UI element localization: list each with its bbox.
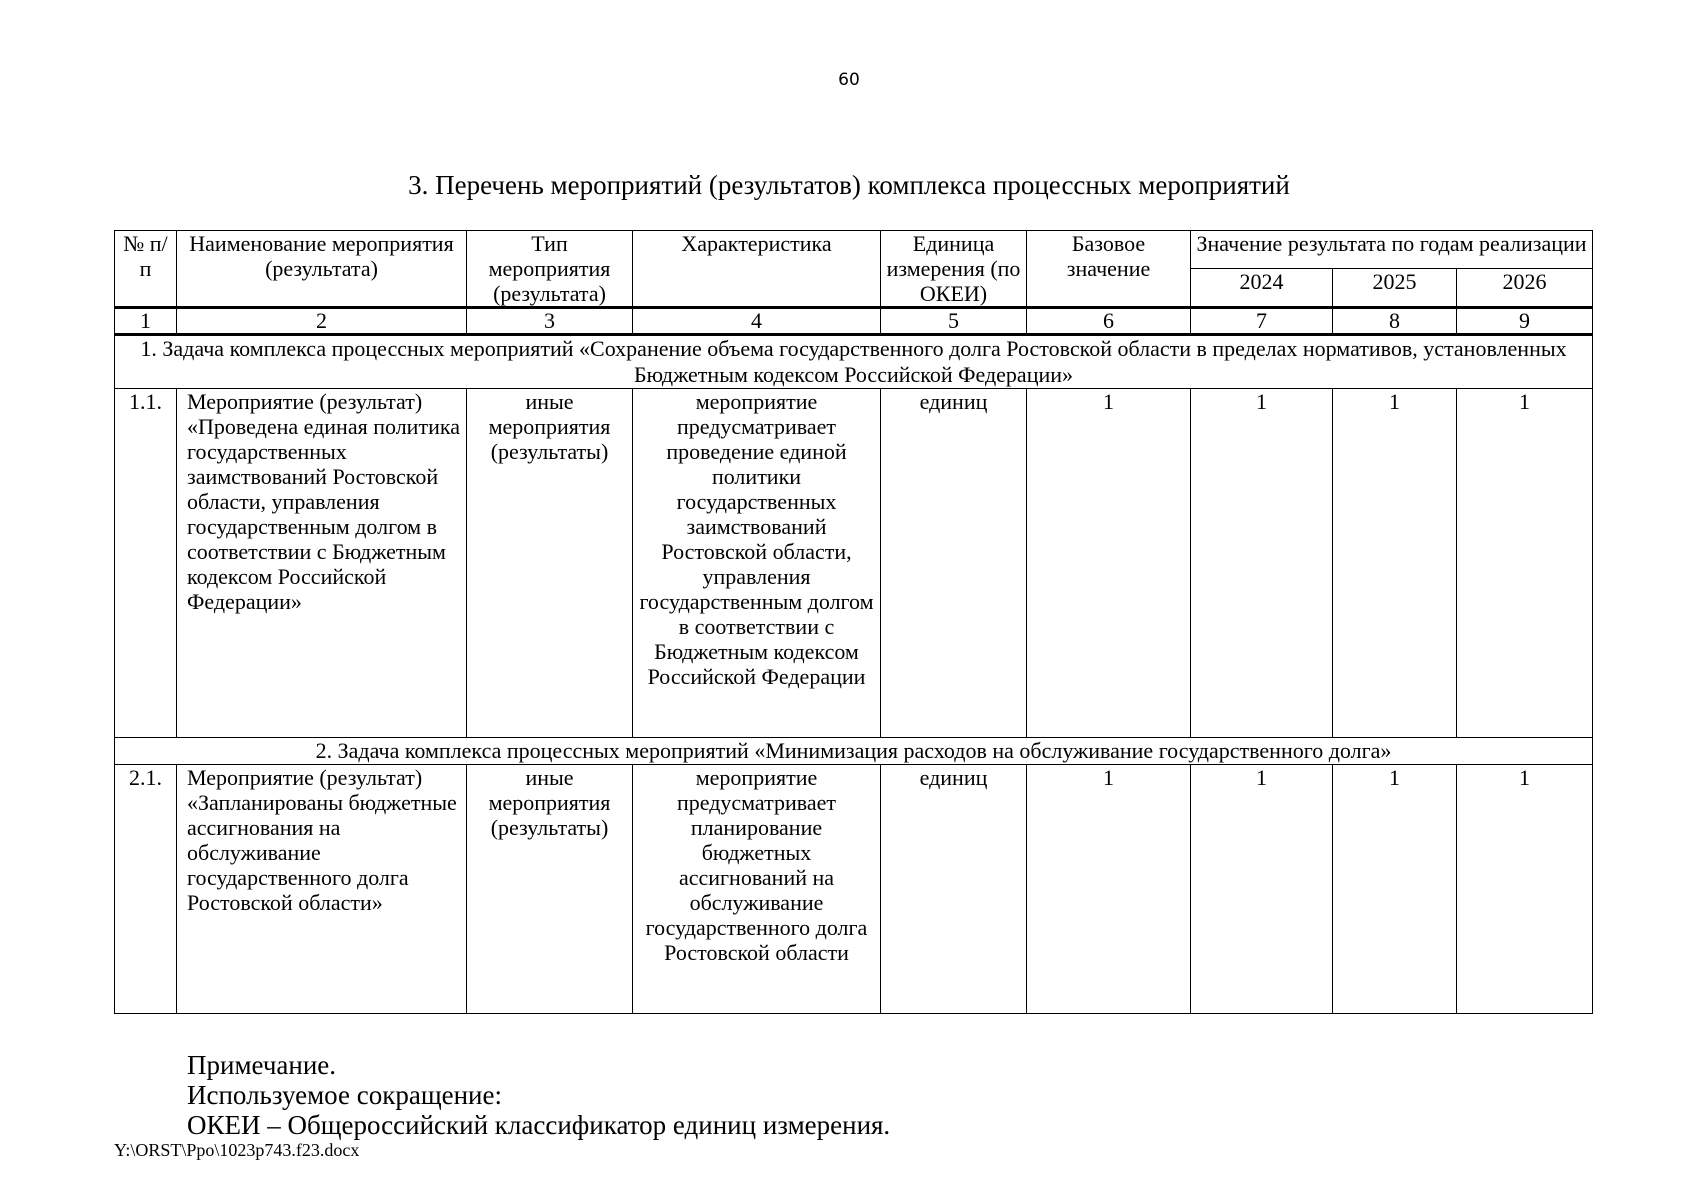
column-number: 7 <box>1191 308 1333 335</box>
header-unit: Единица измерения (по ОКЕИ) <box>881 231 1027 308</box>
row-value-2024: 1 <box>1191 389 1333 738</box>
header-name: Наименование мероприятия (результата) <box>177 231 467 308</box>
task-1-heading: 1. Задача комплекса процессных мероприятий «Сохранение объема государственного долга Ростовской области в пределах нормативов, установленных Бюджетным кодексом Российской Федерации» <box>115 335 1593 389</box>
row-unit: единиц <box>881 389 1027 738</box>
column-number: 5 <box>881 308 1027 335</box>
header-year-2026: 2026 <box>1457 268 1593 307</box>
section-title: 3. Перечень мероприятий (результатов) комплекса процессных мероприятий <box>408 170 1290 200</box>
measures-table <box>114 230 1593 1014</box>
column-number: 3 <box>467 308 633 335</box>
notes-label: Примечание. <box>187 1050 337 1080</box>
task-1-row <box>115 335 1593 389</box>
row-num: 2.1. <box>115 765 177 1014</box>
row-value-2026: 1 <box>1457 765 1593 1014</box>
row-unit: единиц <box>881 765 1027 1014</box>
column-number: 4 <box>633 308 881 335</box>
table-row <box>115 389 1593 738</box>
header-values-by-year: Значение результата по годам реализации <box>1191 231 1593 269</box>
row-characteristic: мероприятие предусматривает проведение единой политики государственных заимствований Ростовской области, управления государственным долгом в соответствии с Бюджетным кодексом Российской Федерации <box>633 389 881 738</box>
header-characteristic: Характеристика <box>633 231 881 308</box>
file-path: Y:\ORST\Ppo\1023p743.f23.docx <box>114 1140 360 1160</box>
header-year-2025: 2025 <box>1333 268 1457 307</box>
abbreviation-title: Используемое сокращение: <box>187 1080 502 1110</box>
row-type: иные мероприятия (результаты) <box>467 389 633 738</box>
header-num: № п/п <box>115 231 177 308</box>
header-type: Тип мероприятия (результата) <box>467 231 633 308</box>
row-characteristic: мероприятие предусматривает планирование бюджетных ассигнований на обслуживание государственного долга Ростовской области <box>633 765 881 1014</box>
row-value-2024: 1 <box>1191 765 1333 1014</box>
column-number: 9 <box>1457 308 1593 335</box>
task-2-heading: 2. Задача комплекса процессных мероприятий «Минимизация расходов на обслуживание государственного долга» <box>115 738 1593 765</box>
column-number: 6 <box>1027 308 1191 335</box>
column-number-row <box>115 308 1593 335</box>
row-value-2026: 1 <box>1457 389 1593 738</box>
header-base-value: Базовое значение <box>1027 231 1191 308</box>
row-name: Мероприятие (результат) «Запланированы бюджетные ассигнования на обслуживание государственного долга Ростовской области» <box>177 765 467 1014</box>
row-type: иные мероприятия (результаты) <box>467 765 633 1014</box>
page-number: 60 <box>838 70 860 90</box>
measures-table-container <box>114 230 1592 1014</box>
column-number: 8 <box>1333 308 1457 335</box>
column-number: 2 <box>177 308 467 335</box>
row-value-2025: 1 <box>1333 389 1457 738</box>
task-2-row <box>115 738 1593 765</box>
row-base-value: 1 <box>1027 765 1191 1014</box>
header-year-2024: 2024 <box>1191 268 1333 307</box>
table-row <box>115 765 1593 1014</box>
abbreviation-okei: ОКЕИ – Общероссийский классификатор единиц измерения. <box>187 1110 891 1140</box>
row-value-2025: 1 <box>1333 765 1457 1014</box>
row-num: 1.1. <box>115 389 177 738</box>
row-name: Мероприятие (результат) «Проведена единая политика государственных заимствований Ростовской области, управления государственным долгом в соответствии с Бюджетным кодексом Российской Федерации» <box>177 389 467 738</box>
column-number: 1 <box>115 308 177 335</box>
row-base-value: 1 <box>1027 389 1191 738</box>
notes-block <box>187 1050 890 1140</box>
